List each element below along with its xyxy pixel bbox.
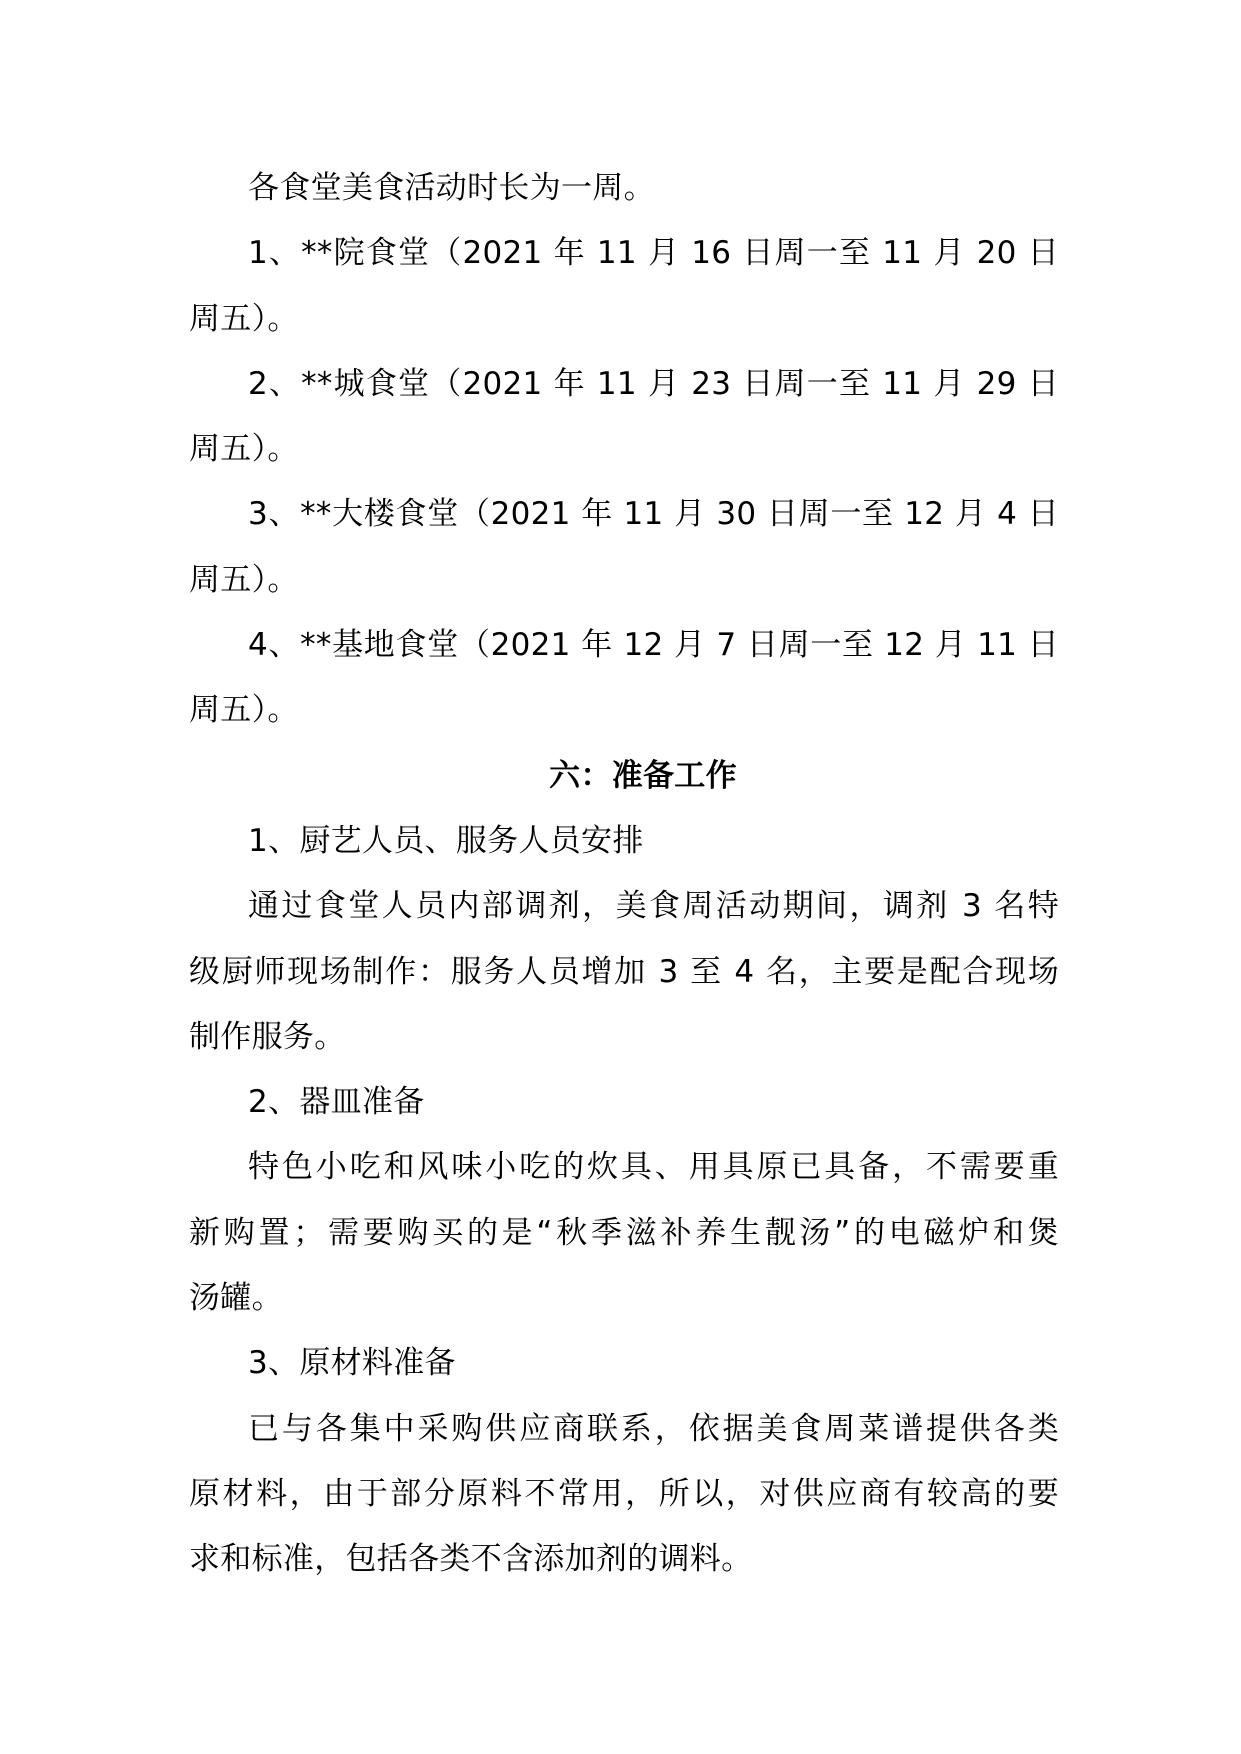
schedule-item-2-line-2: 周五）。 xyxy=(189,431,299,468)
staffing-paragraph-line-2: 级厨师现场制作：服务人员增加 3 至 4 名，主要是配合现场 xyxy=(189,953,1059,990)
materials-paragraph-line-2: 原材料，由于部分原料不常用，所以，对供应商有较高的要 xyxy=(189,1475,1059,1512)
utensils-paragraph-line-3: 汤罐。 xyxy=(189,1280,283,1317)
materials-paragraph-line-1: 已与各集中采购供应商联系，依据美食周菜谱提供各类 xyxy=(248,1410,1059,1447)
schedule-item-4-line-2: 周五）。 xyxy=(189,692,299,729)
staffing-paragraph-line-1: 通过食堂人员内部调剂，美食周活动期间，调剂 3 名特 xyxy=(248,888,1059,925)
schedule-item-2-line-1: 2、**城食堂（2021 年 11 月 23 日周一至 11 月 29 日 xyxy=(248,365,1059,402)
schedule-item-3-line-2: 周五）。 xyxy=(189,561,299,598)
materials-paragraph-line-3: 求和标准，包括各类不含添加剂的调料。 xyxy=(189,1541,753,1578)
section-heading: 六：准备工作 xyxy=(549,757,737,794)
subheading-staffing: 1、厨艺人员、服务人员安排 xyxy=(248,822,644,859)
document-body xyxy=(189,156,1059,1593)
paragraph-duration: 各食堂美食活动时长为一周。 xyxy=(248,170,655,206)
schedule-item-1-line-2: 周五）。 xyxy=(189,300,299,337)
subheading-utensils: 2、器皿准备 xyxy=(248,1084,425,1121)
utensils-paragraph-line-2: 新购置；需要购买的是“秋季滋补养生靓汤”的电磁炉和煲 xyxy=(189,1214,1059,1251)
staffing-paragraph-line-3: 制作服务。 xyxy=(189,1018,346,1055)
subheading-materials: 3、原材料准备 xyxy=(248,1345,456,1382)
schedule-item-4-line-1: 4、**基地食堂（2021 年 12 月 7 日周一至 12 月 11 日 xyxy=(248,627,1059,664)
schedule-item-3-line-1: 3、**大楼食堂（2021 年 11 月 30 日周一至 12 月 4 日 xyxy=(248,496,1059,533)
schedule-item-1-line-1: 1、**院食堂（2021 年 11 月 16 日周一至 11 月 20 日 xyxy=(248,235,1059,272)
utensils-paragraph-line-1: 特色小吃和风味小吃的炊具、用具原已具备，不需要重 xyxy=(248,1149,1059,1186)
